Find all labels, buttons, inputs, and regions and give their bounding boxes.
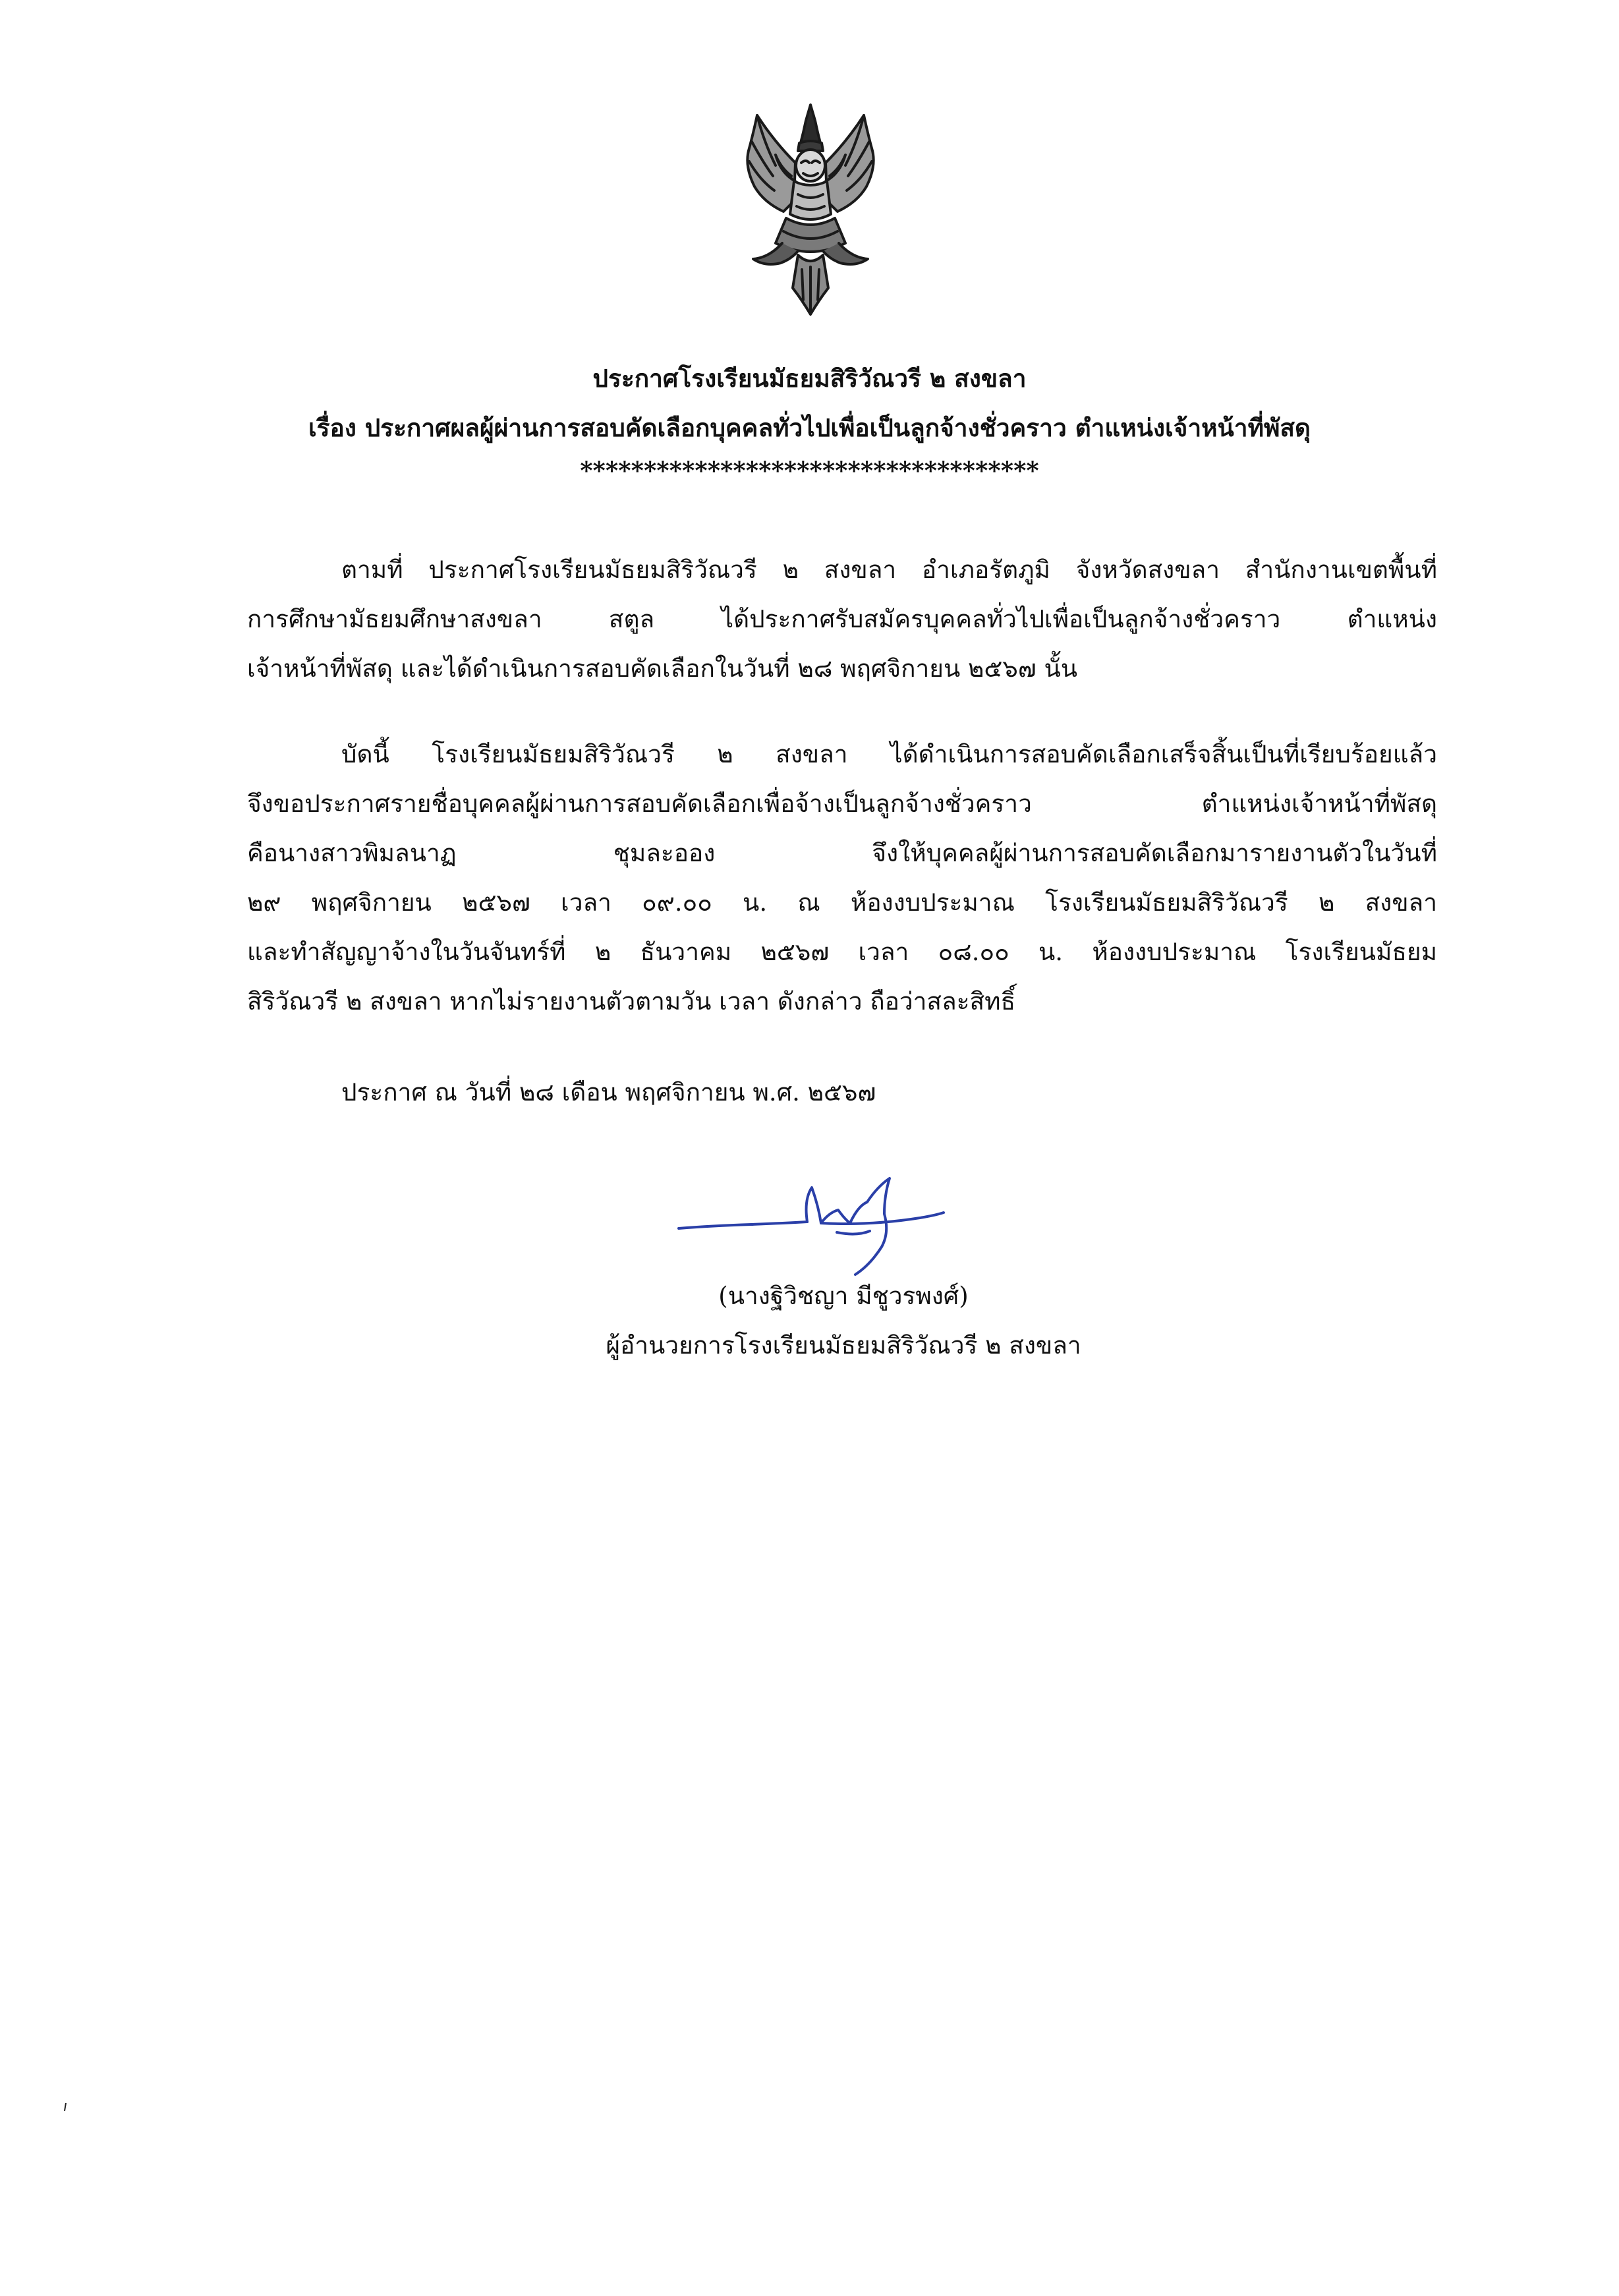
paragraph-2-line: บัดนี้ โรงเรียนมัธยมสิริวัณวรี ๒ สงขลา ได้ดำเนินการสอบคัดเลือกเสร็จสิ้นเป็นที่เรียบร้อยแล้ว: [341, 740, 1437, 768]
paragraph-2-line: ๒๙ พฤศจิกายน ๒๕๖๗ เวลา ๐๙.๐๐ น. ณ ห้องงบประมาณ โรงเรียนมัธยมสิริวัณวรี ๒ สงขลา: [247, 888, 1437, 917]
paragraph-1-line: เจ้าหน้าที่พัสดุ และได้ดำเนินการสอบคัดเลือกในวันที่ ๒๘ พฤศจิกายน ๒๕๖๗ นั้น: [247, 654, 1078, 683]
paragraph-2-line: คือนางสาวพิมลนาฏ ชุมละออง จึงให้บุคคลผู้ผ่านการสอบคัดเลือกมารายงานตัวในวันที่: [247, 839, 1437, 867]
signatory-name: (นางฐิวิชญา มีชูวรพงศ์): [718, 1282, 969, 1310]
announcement-subject: เรื่อง ประกาศผลผู้ผ่านการสอบคัดเลือกบุคคลทั่วไปเพื่อเป็นลูกจ้างชั่วคราว ตำแหน่งเจ้าหน้าที่พัสดุ: [308, 413, 1311, 442]
title-separator: ************************************: [580, 456, 1039, 485]
scan-speck: [63, 2102, 68, 2111]
paragraph-2-line: สิริวัณวรี ๒ สงขลา หากไม่รายงานตัวตามวัน เวลา ดังกล่าว ถือว่าสละสิทธิ์: [247, 987, 1016, 1016]
paragraph-1-line: การศึกษามัธยมศึกษาสงขลา สตูล ได้ประกาศรับสมัครบุคคลทั่วไปเพื่อเป็นลูกจ้างชั่วคราว ตำแหน่ง: [247, 605, 1437, 633]
announcement-title: ประกาศโรงเรียนมัธยมสิริวัณวรี ๒ สงขลา: [592, 364, 1027, 393]
announcement-date: ประกาศ ณ วันที่ ๒๘ เดือน พฤศจิกายน พ.ศ. ๒๕๖๗: [341, 1078, 876, 1106]
handwritten-signature: [672, 1160, 962, 1285]
paragraph-1-line: ตามที่ ประกาศโรงเรียนมัธยมสิริวัณวรี ๒ สงขลา อำเภอรัตภูมิ จังหวัดสงขลา สำนักงานเขตพื้นที่: [341, 556, 1437, 584]
paragraph-2-line: จึงขอประกาศรายชื่อบุคคลผู้ผ่านการสอบคัดเลือกเพื่อจ้างเป็นลูกจ้างชั่วคราว ตำแหน่งเจ้าหน้าที่พัสดุ: [247, 789, 1437, 818]
garuda-emblem-icon: [735, 102, 886, 320]
paragraph-2-line: และทำสัญญาจ้างในวันจันทร์ที่ ๒ ธันวาคม ๒๕๖๗ เวลา ๐๘.๐๐ น. ห้องงบประมาณ โรงเรียนมัธยม: [247, 938, 1437, 966]
signatory-position: ผู้อำนวยการโรงเรียนมัธยมสิริวัณวรี ๒ สงขลา: [606, 1331, 1081, 1360]
